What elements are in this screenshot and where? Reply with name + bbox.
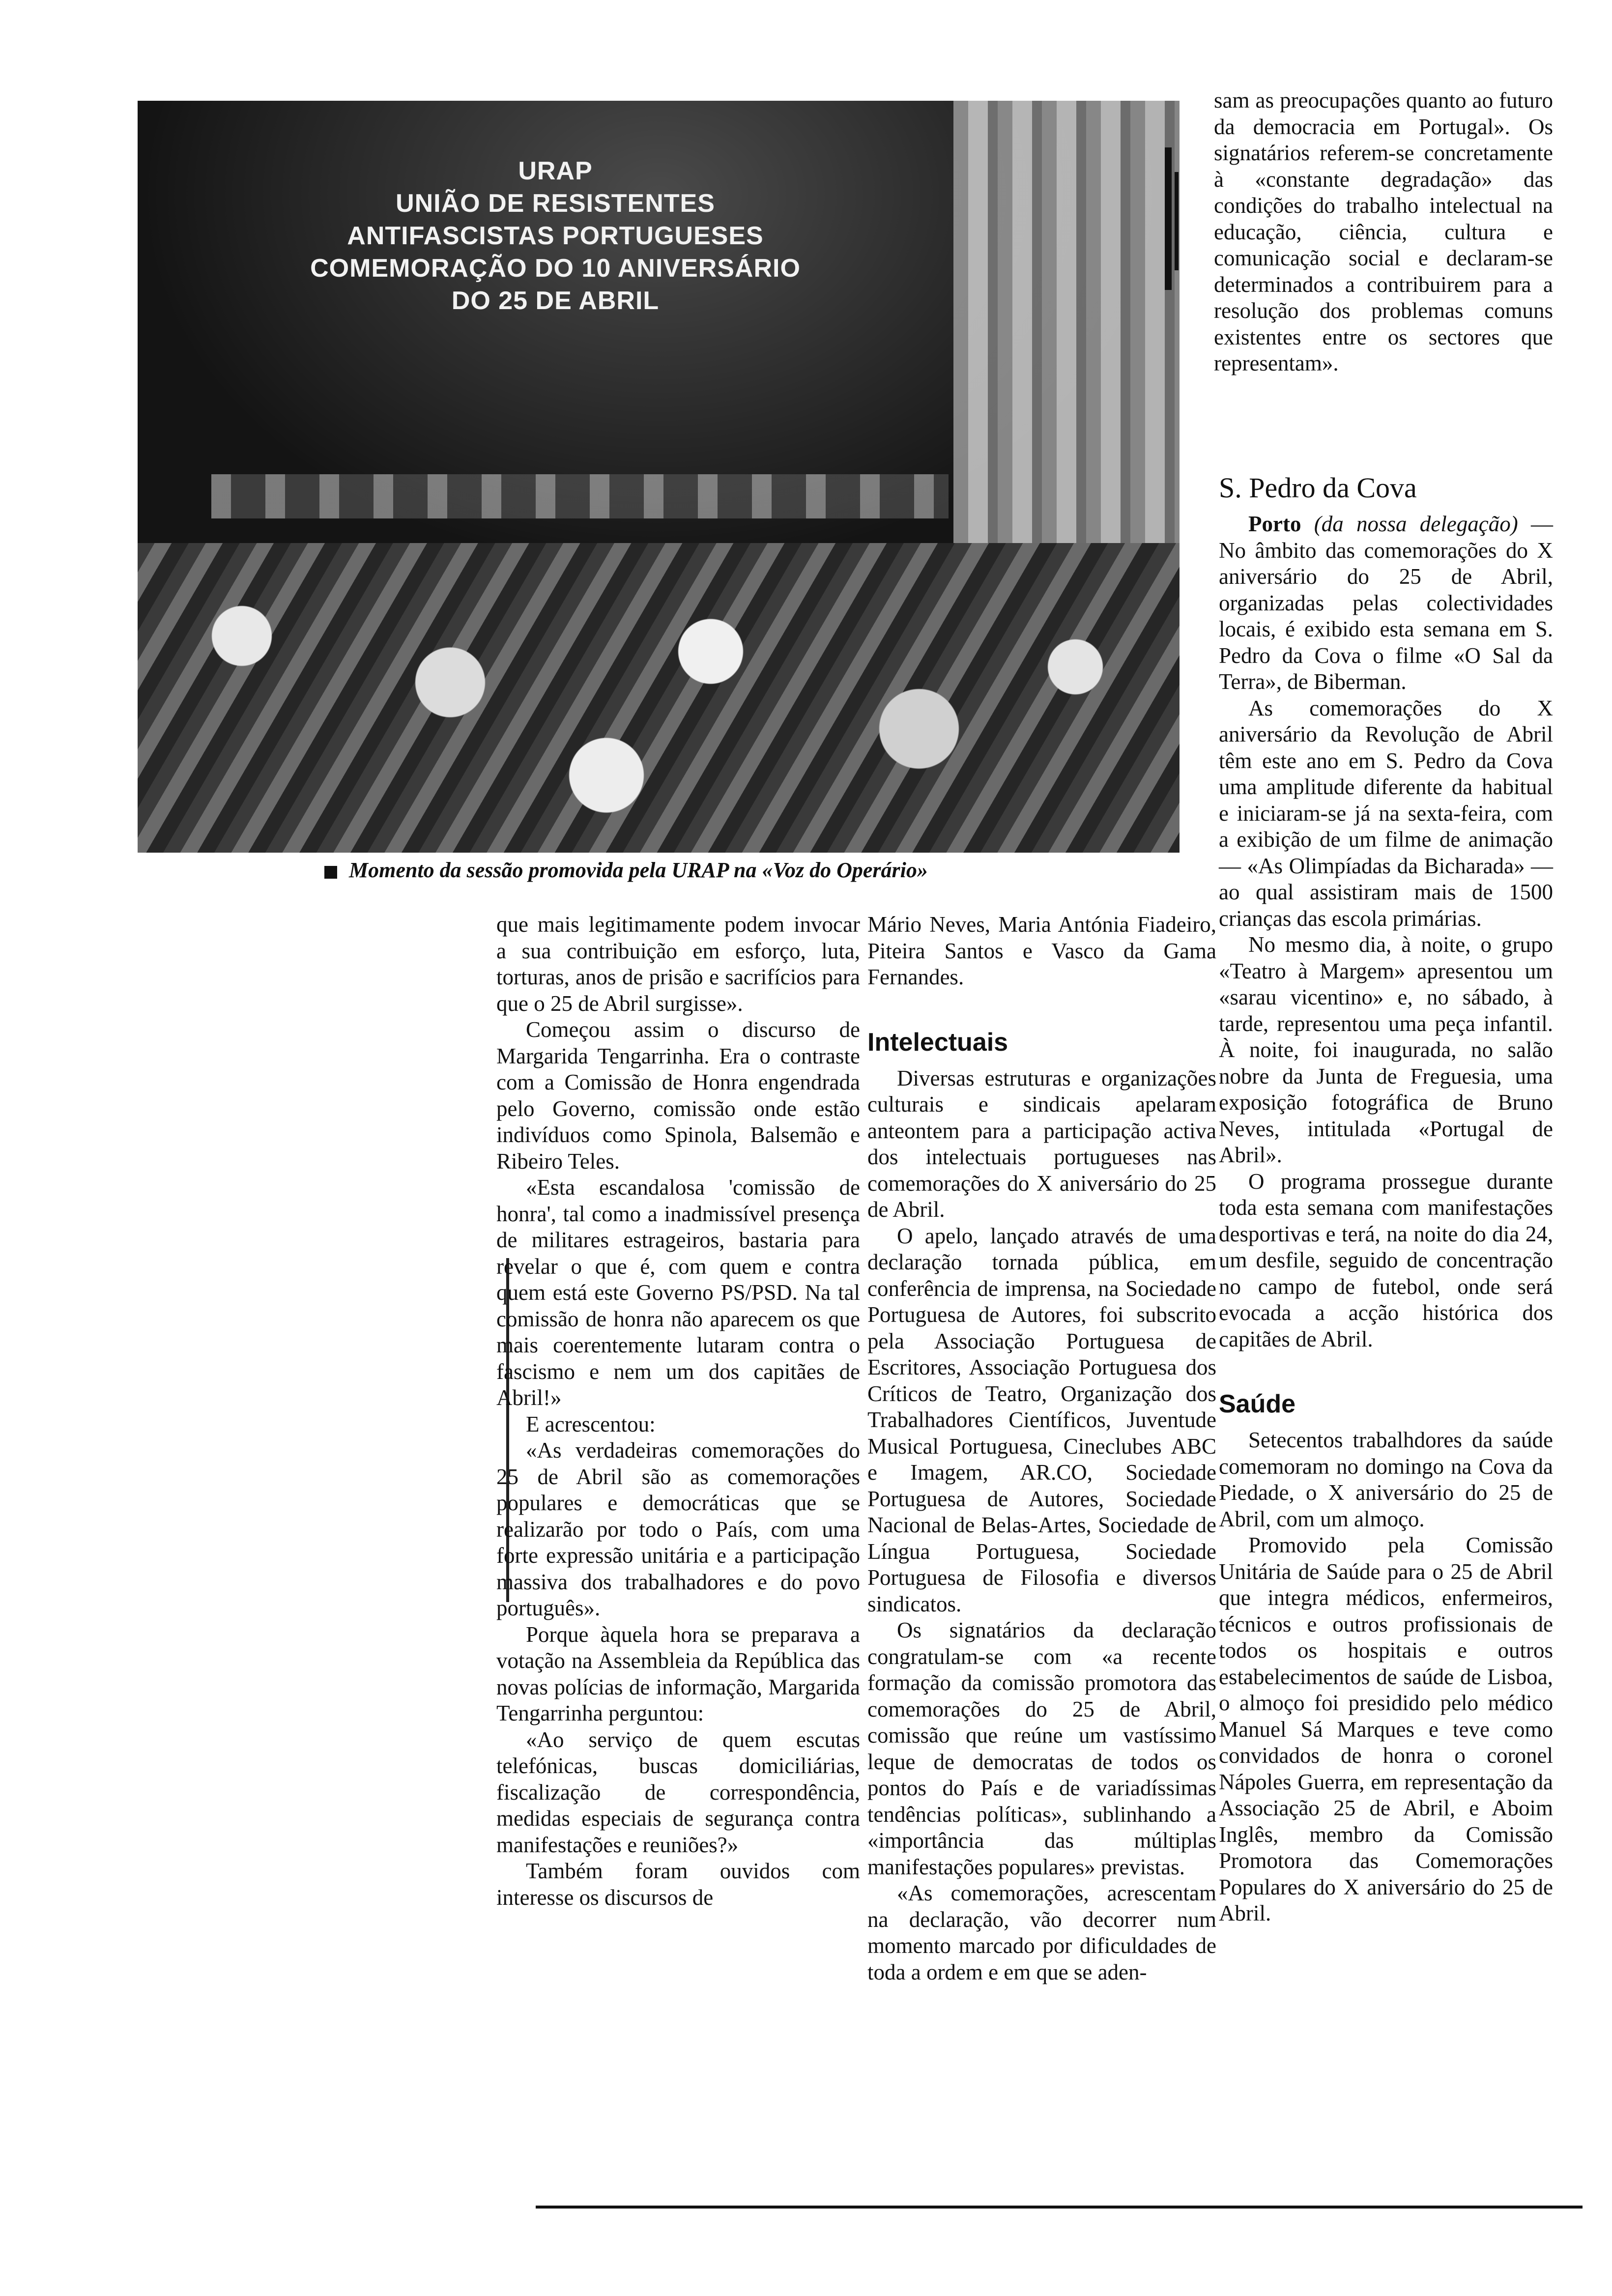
section-title-s-pedro-da-cova: S. Pedro da Cova <box>1219 472 1417 504</box>
paragraph: O programa prossegue durante toda esta semana com manifestações desportivas e terá, na noite do dia 24, um desfile, seguido de concentração no campo de futebol, onde será evocada a acção histórica dos capitães de Abril. <box>1219 1169 1553 1351</box>
paragraph: Promovido pela Comissão Unitária de Saúde para o 25 de Abril que integra médicos, enfermeiros, técnicos e outros profissionais de todos os hospitais e outros estabelecimentos de saúde de Lisboa, o almoço foi presidido pelo médico Manuel Sá Marques e teve como convidados de honra o coronel Nápoles Guerra, em representação da Associação 25 de Abril, e Aboim Inglês, membro da Comissão Promotora das Comemorações Populares do X aniversário do 25 de Abril. <box>1219 1533 1553 1925</box>
article-column-1 <box>496 912 860 1911</box>
banner-line: COMEMORAÇÃO DO 10 ANIVERSÁRIO <box>310 254 801 283</box>
paragraph-lead <box>1219 511 1553 695</box>
photo-stage-banner <box>300 155 811 317</box>
paragraph: Começou assim o discurso de Margarida Tengarrinha. Era o contraste com a Comissão de Honra engendrada pelo Governo, comissão onde estão indivíduos como Spinola, Balsemão e Ribeiro Teles. <box>496 1017 860 1174</box>
paragraph: As comemorações do X aniversário da Revolução de Abril têm este ano em S. Pedro da Cova uma amplitude diferente da habitual e iniciaram-se já na sexta-feira, com a exibição de um filme de animação — «As Olimpíadas da Bicharada» — ao qual assistiram mais de 1500 crianças das escola primárias. <box>1219 695 1553 931</box>
article-column-3-top <box>1214 87 1553 377</box>
lead-source: (da nossa delegação) <box>1314 512 1518 536</box>
article-column-3 <box>1219 462 1553 1927</box>
banner-line: UNIÃO DE RESISTENTES <box>396 189 715 218</box>
article-column-2 <box>867 912 1216 1985</box>
paragraph: «Esta escandalosa 'comissão de honra', tal como a inadmissível presença de militares estrageiros, bastaria para revelar o que é, com quem e contra quem está este Governo PS/PSD. Na tal comissão de honra não aparecem os que mais coerentemente lutaram contra o fascismo e nem um dos capitães de Abril!» <box>496 1175 860 1410</box>
paragraph: Setecentos trabalhdores da saúde comemoram no domingo na Cova da Piedade, o X aniversário do 25 de Abril, com um almoço. <box>1219 1428 1553 1531</box>
photo-caption <box>324 858 1062 883</box>
paragraph: que mais legitimamente podem invocar a sua contribuição em esforço, luta, torturas, anos de prisão e sacrifícios para que o 25 de Abril surgisse». <box>496 912 860 1016</box>
paragraph: Também foram ouvidos com interesse os discursos de <box>496 1859 860 1910</box>
paragraph: No mesmo dia, à noite, o grupo «Teatro à Margem» apresentou um «sarau vicentino» e, no sábado, à tarde, representou uma peça infantil. À noite, foi inaugurada, no salão nobre da Junta de Freguesia, uma exposição fotográfica de Bruno Neves, intitulada «Portugal de Abril». <box>1219 932 1553 1167</box>
paragraph: E acrescentou: <box>526 1411 656 1436</box>
banner-line: DO 25 DE ABRIL <box>451 287 660 315</box>
bottom-rule <box>536 2206 1583 2209</box>
paragraph: Diversas estruturas e organizações culturais e sindicais apelaram anteontem para a participação activa dos intelectuais portugueses nas comemorações do X aniversário do 25 de Abril. <box>867 1065 1216 1222</box>
paragraph: O apelo, lançado através de uma declaração tornada pública, em conferência de imprensa, na Sociedade Portuguesa de Autores, foi subscrito pela Associação Portuguesa de Escritores, Associação Portuguesa dos Críticos de Teatro, Organização dos Trabalhadores Científicos, Juventude Musical Portuguesa, Cineclubes ABC e Imagem, AR.CO, Sociedade Portuguesa de Autores, Sociedade Nacional de Belas-Artes, Sociedade de Língua Portuguesa, Sociedade Portuguesa de Filosofia e diversos sindicatos. <box>867 1223 1216 1616</box>
print-artifact-bar <box>1175 172 1179 270</box>
section-title-intelectuais: Intelectuais <box>867 1028 1008 1057</box>
lead-text: — No âmbito das comemorações do X aniversário do 25 de Abril, organizadas pelas colectividades locais, é exibido esta semana em S. Pedro da Cova o filme «O Sal da Terra», de Biberman. <box>1219 512 1553 694</box>
photo-audience <box>138 543 1180 853</box>
paragraph: «Ao serviço de quem escutas telefónicas, buscas domiciliárias, fiscalização de correspondência, medidas especiais de segurança contra manifestações e reuniões?» <box>496 1727 860 1857</box>
print-artifact-bar <box>1165 147 1172 290</box>
photo-ornate-wall <box>953 101 1180 592</box>
paragraph: Porque àquela hora se preparava a votação na Assembleia da República das novas polícias de informação, Margarida Tengarrinha perguntou: <box>496 1622 860 1725</box>
square-bullet-icon <box>324 866 337 879</box>
paragraph: «As verdadeiras comemorações do 25 de Abril são as comemorações populares e democráticas que se realizarão por todo o País, com uma forte expressão unitária e a participação massiva dos trabalhadores e do povo português». <box>496 1438 860 1620</box>
section-title-saude: Saúde <box>1219 1390 1296 1418</box>
paragraph: «As comemorações, acrescentam na declaração, vão decorrer num momento marcado por dificuldades de toda a ordem e em que se aden- <box>867 1881 1216 1984</box>
banner-line: ANTIFASCISTAS PORTUGUESES <box>347 222 764 250</box>
paragraph: Mário Neves, Maria Antónia Fiadeiro, Piteira Santos e Vasco da Gama Fernandes. <box>867 912 1216 989</box>
lead-place: Porto <box>1248 512 1301 536</box>
paragraph: sam as preocupações quanto ao futuro da democracia em Portugal». Os signatários referem-se concretamente à «constante degradação» das condições do trabalho intelectual na educação, ciência, cultura e comunicação social e declaram-se determinados a contribuirem para a resolução dos problemas comuns existentes entre os sectores que representam». <box>1214 88 1553 375</box>
paragraph: Os signatários da declaração congratulam-se com «a recente formação da comissão promotora das comemorações do 25 de Abril, comissão que reúne um vastíssimo leque de democratas de todos os pontos do País e de variadíssimas tendências políticas», sublinhando a «importância das múltiplas manifestações populares» previstas. <box>867 1618 1216 1879</box>
photo-presiding-table <box>211 474 949 518</box>
banner-line: URAP <box>518 157 593 185</box>
caption-text: Momento da sessão promovida pela URAP na «Voz do Operário» <box>349 858 928 882</box>
event-photograph <box>138 101 1180 853</box>
